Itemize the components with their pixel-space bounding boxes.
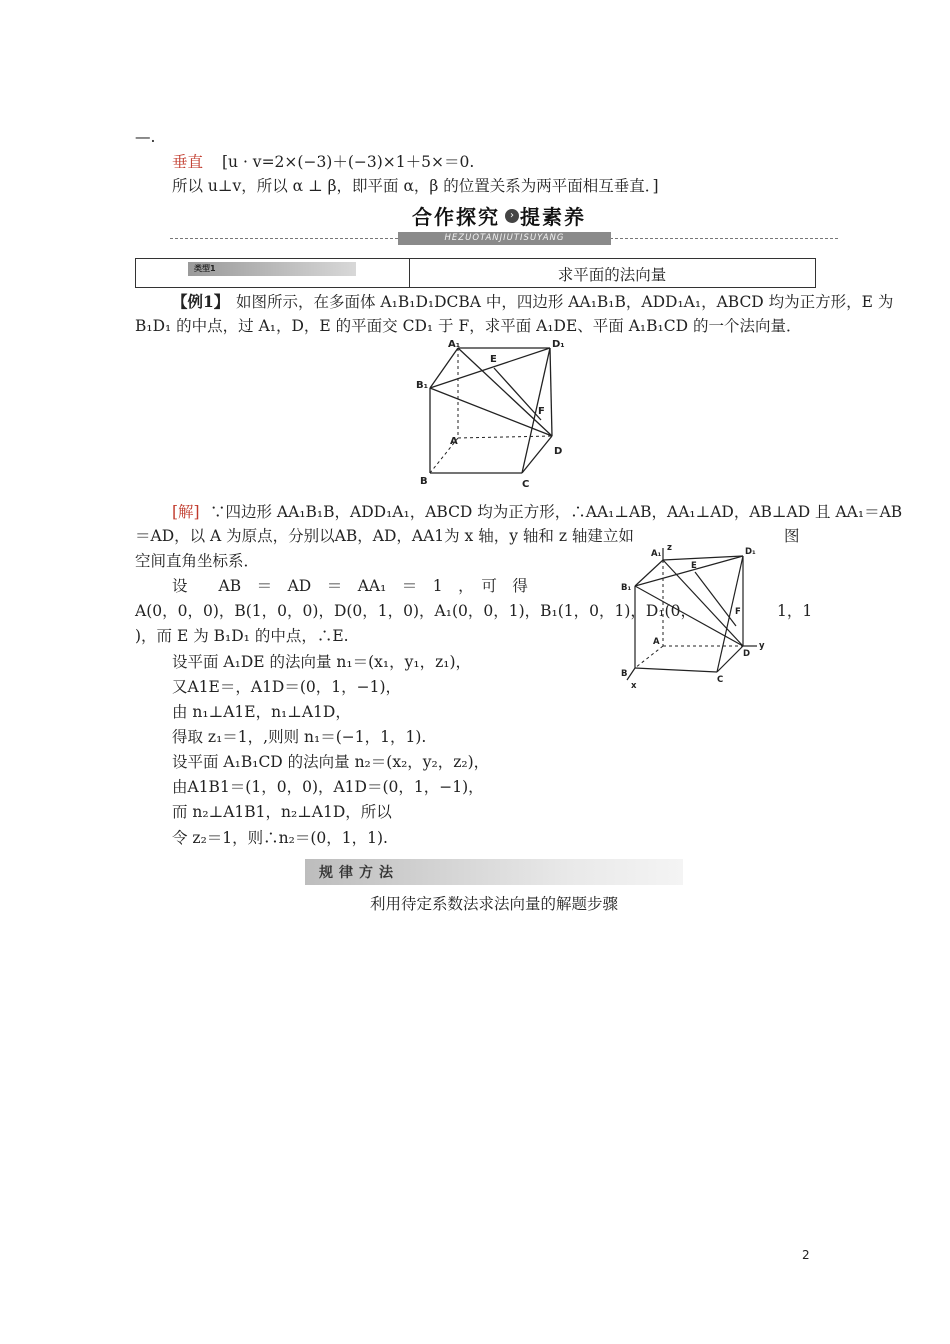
fig2-label-z: z	[667, 543, 672, 553]
coordinate-figure	[615, 540, 775, 690]
fig2-label-b: B	[621, 669, 628, 679]
label-f: F	[538, 406, 545, 417]
label-b1: B₁	[416, 380, 429, 391]
example-label: 【例1】	[172, 292, 230, 311]
solution-line-9: 由 n₁⊥A1E，n₁⊥A1D，	[172, 703, 351, 721]
polyhedron-figure	[410, 338, 580, 490]
method-banner	[305, 859, 683, 885]
solution-line-14: 令 z₂＝1，则∴n₂＝(0，1，1).	[172, 829, 388, 847]
solution-line-4: 设 AB ＝ AD ＝ AA₁ ＝ 1 ， 可 得	[172, 577, 528, 595]
example-line-2: B₁D₁ 的中点，过 A₁，D，E 的平面交 CD₁ 于 F，求平面 A₁DE、平面 A₁B₁CD 的一个法向量．	[135, 317, 802, 335]
fig2-label-a: A	[653, 637, 660, 647]
solution-line-12: 由A1B1＝(1，0，0)，A1D＝(0，1，−1)，	[172, 778, 484, 796]
banner-title: 合作探究 提素养	[412, 205, 586, 229]
solution-line-13: 而 n₂⊥A1B1，n₂⊥A1D，所以	[172, 803, 392, 821]
banner-subtitle: HEZUOTANJIUTISUYANG	[398, 232, 611, 245]
fig2-label-y: y	[759, 641, 765, 651]
fig2-label-b1: B₁	[621, 583, 632, 593]
solution-line-2: ＝AD，以 A 为原点，分别以AB，AD，AA1为 x 轴，y 轴和 z 轴建立如	[135, 527, 634, 545]
solution-line-10: 得取 z₁＝1，,则则 n₁＝(−1，1，1).	[172, 728, 427, 746]
page-number: 2	[802, 1248, 810, 1262]
solution-line-7: 设平面 A₁DE 的法向量 n₁＝(x₁，y₁，z₁)，	[172, 653, 472, 671]
solution-line-8: 又A1E＝，A1D＝(0，1，−1)，	[172, 678, 402, 696]
label-c: C	[522, 479, 530, 490]
type-table	[135, 258, 816, 288]
fig2-label-d1: D₁	[745, 547, 756, 557]
answer-line-2: 所以 u⊥v，所以 α ⊥ β，即平面 α，β 的位置关系为两平面相互垂直．]	[172, 177, 659, 195]
label-b: B	[420, 476, 428, 487]
chevron-right-icon: ›	[505, 209, 519, 223]
answer-label: 垂直	[172, 153, 204, 171]
fig2-label-d: D	[743, 649, 751, 659]
fig2-label-x: x	[631, 681, 637, 690]
solution-line-2-end: 图	[784, 527, 800, 545]
label-a: A	[450, 436, 458, 447]
label-d: D	[554, 446, 563, 457]
type-tag: 类型1	[188, 262, 356, 276]
method-text: 利用待定系数法求法向量的解题步骤	[369, 895, 618, 913]
type-title: 求平面的法向量	[557, 266, 667, 284]
solution-line-5: A(0，0，0)，B(1，0，0)，D(0，1，0)，A₁(0，0，1)，B₁(1，0，1)，D₁(0，	[135, 602, 696, 620]
solution-line-11: 设平面 A₁B₁CD 的法向量 n₂＝(x₂，y₂，z₂)，	[172, 753, 490, 771]
fig2-label-c: C	[717, 675, 724, 685]
answer-line-1: [u · v=2×(−3)＋(−3)×1＋5×＝0.	[222, 153, 475, 171]
label-d1: D₁	[552, 339, 565, 350]
method-label: 规律方法	[319, 865, 399, 881]
solution-line-6: )，而 E 为 B₁D₁ 的中点，∴E.	[135, 627, 349, 645]
solution-line-3: 空间直角坐标系．	[135, 552, 260, 570]
solution-line-5-end: 1，1	[777, 602, 813, 620]
example-line-1: 如图所示，在多面体 A₁B₁D₁DCBA 中，四边形 AA₁B₁B，ADD₁A₁，ABCD 均为正方形，E 为	[236, 293, 894, 311]
fig2-label-a1: A₁	[651, 549, 662, 559]
label-a1: A₁	[448, 339, 461, 350]
solution-line-1: ∵四边形 AA₁B₁B，ADD₁A₁，ABCD 均为正方形，∴AA₁⊥AB，AA₁⊥AD，AB⊥AD 且 AA₁＝AB	[210, 503, 903, 521]
fig2-label-f: F	[735, 607, 741, 617]
fig2-label-e: E	[691, 561, 697, 571]
label-e: E	[490, 354, 497, 365]
top-fragment: —.	[135, 128, 156, 146]
solution-label: [解]	[172, 503, 200, 521]
